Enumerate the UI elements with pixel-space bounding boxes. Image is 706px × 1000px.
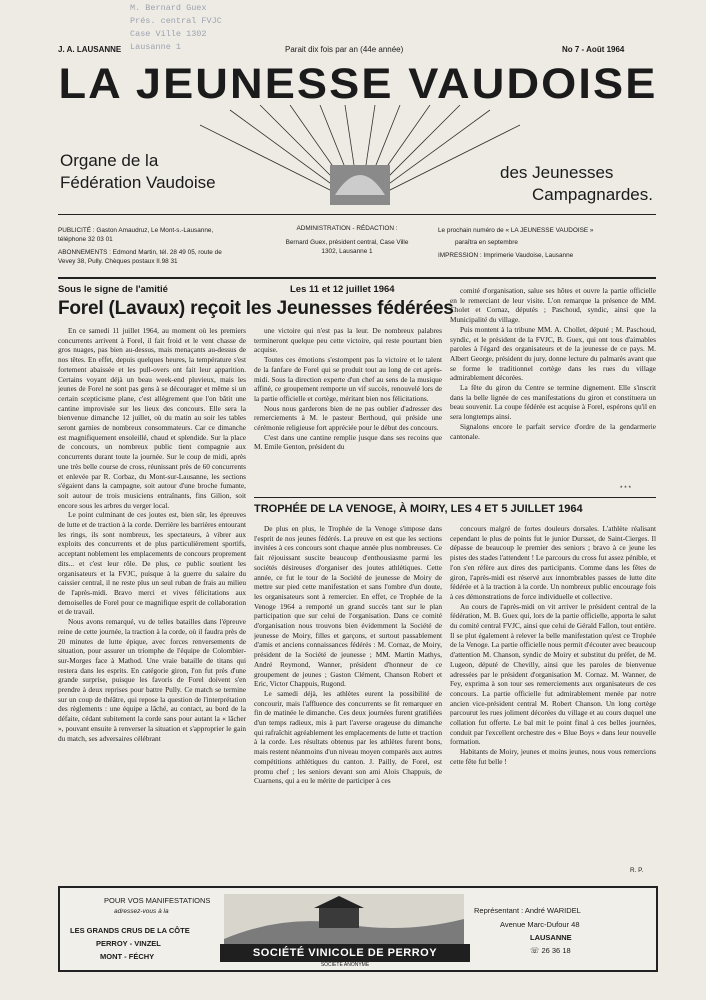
article2-column-1 xyxy=(254,524,442,874)
article1-headline: Forel (Lavaux) reçoit les Jeunesses fédérées xyxy=(58,298,454,319)
wine-advertisement xyxy=(58,886,658,972)
paragraph: Le samedi déjà, les athlètes eurent la possibilité de concourir, mais l'affluence des concurrents se fit remarquer en fin de matinée le dimanche. Ces deux journées furent gratifiées d'un temps radieux, mis à part l'averse orageuse du dimanche qui rafraîchit agréablement les emplacements de lutte et traction à la corde. Les résultats obtenus par les athlètes furent bons, mais restent néanmoins d'un niveau moyen comparés aux autres compétitions athlétiques du canton. J. Pailly, de Forel, est promu chef ; les seniors devant son ami Alois Chappuis, de Cuarnens, qui a eu le mérite de participer à ces xyxy=(254,688,442,786)
divider xyxy=(254,497,656,498)
paragraph: Habitants de Moiry, jeunes et moins jeunes, nous vous remercions cette fête fut belle ! xyxy=(450,747,656,766)
subtitle-left-1: Organe de la xyxy=(60,151,159,170)
info-admin-text: Bernard Guex, président central, Case Ville 1302, Lausanne 1 xyxy=(285,239,409,255)
info-next: Le prochain numéro de « LA JEUNESSE VAUDOISE » xyxy=(438,227,594,234)
stamp-line: Lausanne 1 xyxy=(130,42,182,52)
paragraph: Le point culminant de ces joutes est, bien sûr, les épreuves de lutte et de traction à la corde. Derrière les barrières entourant les rings, ils sont nombreux, les spectateurs, à vibrer aux exploits des concurrents et de plus particulièrement sportifs, acceptant noblement les emplacements de concours proprement dits... et c'est leur rôle. De plus, ce public soutient les organisateurs et la FVJC, puisque à la guerre du salaire du caissier central, il ne reste plus un seul ruban de frais au milieu de l'après-midi. Bravo merci et vives félicitations aux demoiselles de Forel pour ce magnifique esprit de collaboration et de travail. xyxy=(58,510,246,617)
paragraph: Nous nous garderons bien de ne pas oublier d'adresser des remerciements à M. le pasteur Berthoud, qui préside une cérémonie religieuse fort appréciée pour le début des concours. xyxy=(254,403,442,433)
article1-signature: * * * xyxy=(620,485,632,492)
stamp-line: Case Ville 1302 xyxy=(130,29,207,39)
info-abonnements: ABONNEMENTS : Edmond Martin, tél. 28 49 05, route de Vevey 38, Pully. Chèques postaux II.98 31 xyxy=(58,249,222,265)
ad-brand-sub: SOCIÉTÉ ANONYME xyxy=(320,962,370,968)
article2-headline: TROPHÉE DE LA VENOGE, À MOIRY, LES 4 ET 5 JUILLET 1964 xyxy=(254,503,583,515)
paragraph: Puis montent à la tribune MM. A. Chollet, député ; M. Paschoud, syndic, et le président de la FVJC, B. Guex, qui ont tous d'aimables paroles à l'égard des organisateurs et de la jeunesse de ce pays. M. Albert George, président du jury, donne lecture du palmarès avant que se forme le traditionnel cortège dans les rues du village admirablement décorées. xyxy=(450,324,656,383)
ad-crus: LES GRANDS CRUS DE LA CÔTE xyxy=(70,926,190,935)
paragraph: La fête du giron du Centre se termine dignement. Elle s'inscrit dans la belle lignée de ces manifestations du giron et constituera un beau souvenir. La coupe fédérée est acquise à Forel, espérons qu'il en sera longtemps ainsi. xyxy=(450,383,656,422)
paragraph: En ce samedi 11 juillet 1964, au moment où les premiers concurrents arrivent à Forel, il fait froid et le vent chasse de gros nuages, pas bien au-dessus, mais menaçants au-dessus de nos têtes. En effet, depuis quelques heures, la température s'est fortement abaissée et les pull-overs ont fait leur apparition. Certains voyant déjà un beau week-end pluvieux, mais les jeunes de Forel ne sont pas gens à se décourager et même si un certain scepticisme plane, c'est allègrement que l'on bâtit une cantine improvisée sur les lieux des concours. Elle sera la bienvenue dimanche 12 juillet, où du matin au soir les tables seront garnies de nombreux consommateurs. Car ce dimanche est magnifiquement ensoleillé, chaud et splendide. Sur la place de concours, un nombreux public tient compagnie aux concurrents durant toute la journée. Sur le coup de midi, après une très belle course de cross, réunissant près de 60 concurrents et enlevée par R. Corbaz, du Mont-sur-Lausanne, les sections s'égaient dans la campagne, soit autour d'une broche fumante, soit autour de trois musiciens entraînants, fins Gilion, soit encore sous les arbres du verger local. xyxy=(58,326,246,510)
address-stamp xyxy=(130,2,280,54)
info-next-2: paraîtra en septembre xyxy=(455,239,518,246)
divider xyxy=(58,214,656,215)
article1-date: Les 11 et 12 juillet 1964 xyxy=(290,284,395,295)
article2-column-2 xyxy=(450,524,656,864)
header-right: No 7 - Août 1964 xyxy=(562,45,625,54)
info-impression: IMPRESSION : Imprimerie Vaudoise, Lausanne xyxy=(438,252,574,259)
stamp-line: Prés. central FVJC xyxy=(130,16,222,26)
paragraph: une victoire qui n'est pas la leur. De nombreux palabres termineront quelque peu cette victoire, qui reste pourtant bien acquise. xyxy=(254,326,442,355)
subtitle-left-2: Fédération Vaudoise xyxy=(60,173,216,192)
paragraph: Nous avons remarqué, vu de telles batailles dans l'épreuve reine de cette journée, la traction à la corde, où il faudra près de 20 minutes de lutte épique, avec forces renversements de situation, pour assurer un triomphe de l'équipe de Colombier-sur-Morges face à Mathod. Une vraie bataille de titans qui restera dans les esprits. En catégorie giron, l'on fut près d'une grande surprise, puisque les favoris de Forel doivent s'en prendre à deux reprises pour battre Pully. Ce match se termine sur un coup de théâtre, qui repose la question de l'interprétation des règlements : une équipe a lâché, au contact, au bord de la défaite, cédant subitement la corde sans pour autant la « lâcher », pouvant ensuite à renverser la situation et s'approprier le gain du match, ses adversaires célébrant xyxy=(58,617,246,743)
stamp-line: M. Bernard Guex xyxy=(130,3,207,13)
paragraph: Signalons encore le parfait service d'ordre de la gendarmerie cantonale. xyxy=(450,421,656,441)
ad-mont: MONT - FÉCHY xyxy=(100,952,155,961)
winery-landscape-illustration xyxy=(224,894,464,944)
sunburst-illustration xyxy=(200,105,520,205)
ad-brand: SOCIÉTÉ VINICOLE DE PERROY xyxy=(220,944,470,962)
info-publicite: PUBLICITÉ : Gaston Amaudruz, Le Mont-s.-Lausanne, téléphone 32 03 01 xyxy=(58,227,214,243)
paragraph: C'est dans une cantine remplie jusque dans ses recoins que M. Emile Genton, président du xyxy=(254,432,442,452)
article1-column-1 xyxy=(58,326,246,876)
article1-column-3 xyxy=(450,286,656,482)
ad-telephone: ☏ 26 36 18 xyxy=(530,946,571,955)
article1-column-2 xyxy=(254,326,442,496)
ad-perroy: PERROY - VINZEL xyxy=(96,939,161,948)
ad-representative: Représentant : André WARIDEL xyxy=(474,906,581,915)
paragraph: comité d'organisation, salue ses hôtes et ouvre la partie officielle en le remerciant de leur visite. L'on remarque la présence de MM. Cholet et Cornaz, députés ; Paschoud, syndic, ainsi que la Municipalité du village. xyxy=(450,286,656,325)
masthead-title: LA JEUNESSE VAUDOISE xyxy=(58,60,658,108)
header-center: Parait dix fois par an (44e année) xyxy=(285,45,404,54)
ad-pour: POUR VOS MANIFESTATIONS xyxy=(104,896,211,905)
article1-kicker: Sous le signe de l'amitié xyxy=(58,284,168,295)
article2-signature: R. P. xyxy=(630,867,644,874)
subtitle-right-2: Campagnardes. xyxy=(532,185,653,204)
ad-adressez: adressez-vous à la xyxy=(114,908,169,915)
info-admin-title: ADMINISTRATION - RÉDACTION : xyxy=(296,225,398,232)
ad-address: Avenue Marc-Dufour 48 xyxy=(500,920,580,929)
paragraph: Au cours de l'après-midi on vit arriver le président central de la fédération, M. B. Guex qui, lors de la partie officielle, apporta le salut du comité central FVJC, ainsi que celui de Gérald Fallon, tout entière. Il se plut également à relever la belle manifestation qu'est ce Trophée de la Venoge. La partie officielle nous permit d'écouter avec beaucoup d'attention M. Chanson, syndic de Moiry et substitut du préfet, de M. Lugeon, député de Chevilly, ainsi que les paroles de bienvenue adressées par le président d'organisation M. Cornaz. M. Wanner, de Fey, exprima à son tour ses remerciements aux organisateurs de ces concours. La partie officielle fut admirablement menée par notre ancien vice-président central M. Robert Chanson. Un long cortège parcourut les rues joliment décorées du village et au cours duquel une collation fut offerte. Le bal mit le point final à ces belles journées, conduit par l'excellent orchestre des « Blue Boys » dans leur nouvelle formation. xyxy=(450,601,656,747)
ad-city: LAUSANNE xyxy=(530,933,572,942)
subtitle-right-1: des Jeunesses xyxy=(500,163,614,182)
header-left: J. A. LAUSANNE xyxy=(58,45,122,54)
divider xyxy=(58,277,656,279)
paragraph: Toutes ces émotions s'estompent pas la victoire et le talent de la fanfare de Forel qui se produit tout au long de cet après-midi. Sous la direction experte d'un chef au sens de la musique affiné, ce groupement remporte un vif succès, renouvelé lors de la partie officielle et cortège, méritant bien nos félicitations. xyxy=(254,355,442,403)
paragraph: concours malgré de fortes douleurs dorsales. L'athlète réalisant cependant le plus de points fut le junior Dursset, de Saint-Cierges. Il dépasse de beaucoup le premier des seniors ; bravo à ce jeune les pistes des stades l'attendent ! Le parcours du cross fut assez pénible, et l'on s'en réfère aux dires des participants. Comme dans les fêtes de giron, l'après-midi est réservé aux innombrables passes de lutte dite fédérée et à la traction à la corde. Un nombreux public encourage fois à ces démonstrations de force individuelle et collective. xyxy=(450,524,656,601)
paragraph: De plus en plus, le Trophée de la Venoge s'impose dans l'esprit de nos jeunes fédérés. La preuve en est que les sections invitées à ces concours sont chaque année plus nombreuses. Ce fait réjouissant suscite beaucoup d'enthousiasme parmi les sociétés désireuses d'organiser des joutes athlétiques. Cette année, ce fut le tour de la Société de jeunesse de Moiry de mettre sur pied cette manifestation et sans l'ombre d'un doute, les organisateurs sont à remercier. En effet, ce Trophée de la Venoge 1964 a remporté un grand succès tant sur le plan participation que sur celui de l'organisation. Dans ce comité d'organisation nous trouvons bien évidemment la Société de jeunesse de Moiry, filles et garçons, et surtout passablement d'amis et anciens connaissances fédérés : M. Cornaz, de Moiry, président de la Société de jeunesse ; MM. Martin Mathys, André Reymond, Wanner, président d'honneur de ce groupement de jeunes ; Gaston Clément, Chanson Robert et Eric, Victor Chappuis, Rugond. xyxy=(254,524,442,689)
